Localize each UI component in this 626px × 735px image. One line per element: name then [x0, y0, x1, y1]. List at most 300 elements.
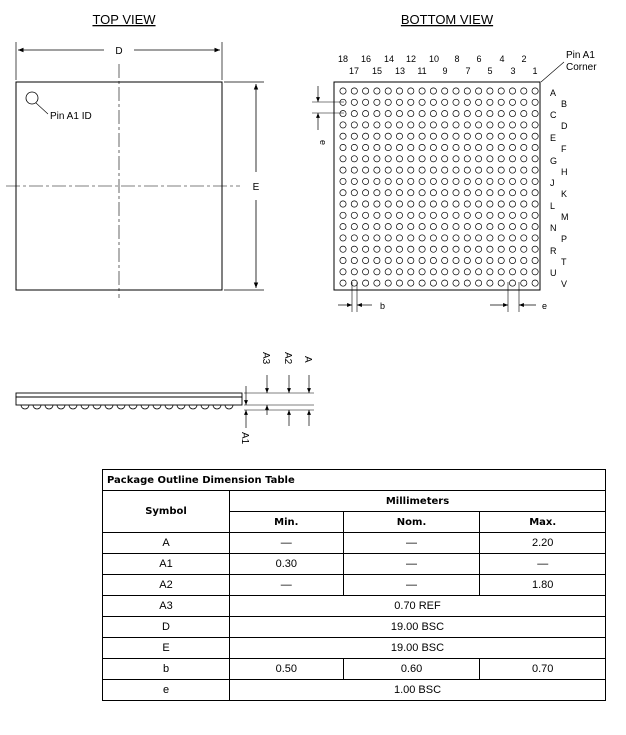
table-row [103, 617, 606, 638]
row-label-h: H [561, 167, 568, 177]
solder-ball [476, 178, 482, 184]
solder-ball [498, 144, 504, 150]
col-label-5: 5 [487, 66, 493, 76]
col-label-10: 10 [428, 54, 440, 64]
solder-ball [487, 190, 493, 196]
solder-ball [374, 99, 380, 105]
bottom-view [312, 12, 597, 312]
solder-ball [442, 212, 448, 218]
a2-label: A2 [282, 352, 293, 365]
solder-ball [521, 246, 527, 252]
solder-ball [487, 201, 493, 207]
max-cell: 2.20 [480, 533, 606, 554]
solder-ball [385, 190, 391, 196]
row-label-u: U [550, 268, 557, 278]
solder-ball [464, 269, 470, 275]
solder-ball [532, 269, 538, 275]
col-label-7: 7 [465, 66, 471, 76]
solder-ball [363, 269, 369, 275]
row-label-e: E [550, 133, 557, 143]
column-labels-bottom [349, 66, 538, 76]
solder-ball [363, 144, 369, 150]
side-view-ball [177, 405, 185, 409]
solder-ball [442, 224, 448, 230]
solder-ball [509, 178, 515, 184]
solder-ball [430, 224, 436, 230]
solder-ball [396, 167, 402, 173]
pin-a1-id-marker [26, 92, 38, 104]
col-label-11: 11 [417, 66, 427, 76]
solder-ball [521, 269, 527, 275]
a1-label: A1 [239, 432, 250, 445]
solder-ball [363, 133, 369, 139]
solder-ball [408, 246, 414, 252]
solder-ball [442, 88, 448, 94]
symbol-cell: D [103, 617, 230, 638]
solder-ball [419, 257, 425, 263]
max-cell: 1.80 [480, 575, 606, 596]
solder-ball [509, 257, 515, 263]
col-label-4: 4 [499, 54, 505, 64]
solder-ball [385, 111, 391, 117]
solder-ball [408, 111, 414, 117]
solder-ball [374, 212, 380, 218]
solder-ball [476, 201, 482, 207]
solder-ball [430, 99, 436, 105]
col-label-9: 9 [442, 66, 448, 76]
symbol-cell: A3 [103, 596, 230, 617]
solder-ball [396, 190, 402, 196]
side-view [16, 352, 314, 445]
table-header-row-1 [103, 491, 606, 512]
row-label-v: V [561, 279, 568, 289]
solder-ball [498, 167, 504, 173]
top-view [6, 12, 264, 298]
solder-ball [487, 167, 493, 173]
solder-ball [442, 99, 448, 105]
solder-ball [385, 144, 391, 150]
solder-ball [430, 156, 436, 162]
solder-ball [374, 178, 380, 184]
solder-ball [408, 269, 414, 275]
solder-ball [532, 212, 538, 218]
solder-ball [385, 88, 391, 94]
col-label-18: 18 [337, 54, 349, 64]
solder-ball [385, 280, 391, 286]
solder-ball [351, 257, 357, 263]
solder-ball [351, 212, 357, 218]
solder-ball [487, 212, 493, 218]
solder-ball [532, 246, 538, 252]
solder-ball [487, 235, 493, 241]
solder-ball [532, 122, 538, 128]
solder-ball [498, 156, 504, 162]
solder-ball [385, 122, 391, 128]
solder-ball [374, 201, 380, 207]
solder-ball [453, 144, 459, 150]
solder-ball [374, 224, 380, 230]
solder-ball [340, 167, 346, 173]
solder-ball [363, 111, 369, 117]
solder-ball [396, 144, 402, 150]
solder-ball [521, 190, 527, 196]
spanned-value-cell: 1.00 BSC [230, 680, 606, 701]
solder-ball [419, 144, 425, 150]
symbol-header: Symbol [103, 491, 230, 533]
solder-ball [464, 156, 470, 162]
solder-ball [521, 224, 527, 230]
solder-ball [385, 133, 391, 139]
solder-ball [442, 167, 448, 173]
side-view-ball [225, 405, 233, 409]
solder-ball [532, 178, 538, 184]
solder-ball [442, 122, 448, 128]
solder-ball [340, 133, 346, 139]
row-label-a: A [550, 88, 557, 98]
solder-ball [396, 133, 402, 139]
solder-ball [464, 201, 470, 207]
solder-ball [419, 156, 425, 162]
solder-ball [396, 111, 402, 117]
solder-ball [442, 257, 448, 263]
solder-ball [419, 235, 425, 241]
solder-ball [385, 201, 391, 207]
solder-ball [521, 257, 527, 263]
solder-ball [385, 257, 391, 263]
solder-ball [351, 224, 357, 230]
solder-ball [430, 111, 436, 117]
nom-cell: — [343, 533, 480, 554]
solder-ball [419, 201, 425, 207]
row-label-g: G [550, 156, 558, 166]
ball-diameter-b-label: b [380, 301, 386, 311]
solder-ball [532, 167, 538, 173]
solder-ball [442, 156, 448, 162]
solder-ball [408, 178, 414, 184]
solder-ball [476, 246, 482, 252]
solder-ball [374, 280, 380, 286]
solder-ball [408, 201, 414, 207]
solder-ball [351, 235, 357, 241]
solder-ball [442, 235, 448, 241]
solder-ball [396, 235, 402, 241]
pin-a1-corner-label-1: Pin A1 [566, 50, 595, 61]
row-label-f: F [561, 144, 567, 154]
solder-ball [521, 144, 527, 150]
solder-ball [509, 167, 515, 173]
solder-ball [385, 156, 391, 162]
solder-ball [487, 280, 493, 286]
side-view-ball [189, 405, 197, 409]
solder-ball [385, 167, 391, 173]
solder-ball [385, 269, 391, 275]
solder-ball [396, 88, 402, 94]
solder-ball [509, 235, 515, 241]
solder-ball [408, 167, 414, 173]
solder-ball [374, 133, 380, 139]
a-label: A [302, 356, 313, 363]
solder-ball [509, 122, 515, 128]
solder-ball [340, 190, 346, 196]
solder-ball [453, 167, 459, 173]
solder-ball [532, 88, 538, 94]
solder-ball [476, 88, 482, 94]
solder-ball [340, 224, 346, 230]
col-label-1: 1 [532, 66, 538, 76]
solder-ball [487, 99, 493, 105]
side-view-ball [213, 405, 221, 409]
table-caption: Package Outline Dimension Table [103, 470, 606, 491]
spanned-value-cell: 0.70 REF [230, 596, 606, 617]
solder-ball [363, 235, 369, 241]
solder-ball [430, 246, 436, 252]
col-label-3: 3 [510, 66, 516, 76]
solder-ball [498, 280, 504, 286]
side-view-ball [105, 405, 113, 409]
solder-ball [408, 88, 414, 94]
solder-ball [419, 111, 425, 117]
solder-ball [396, 178, 402, 184]
solder-ball [430, 212, 436, 218]
min-header: Min. [230, 512, 344, 533]
solder-ball [408, 190, 414, 196]
side-view-ball [93, 405, 101, 409]
solder-ball [453, 280, 459, 286]
solder-ball [363, 99, 369, 105]
solder-ball [453, 122, 459, 128]
solder-ball [363, 156, 369, 162]
solder-ball [385, 99, 391, 105]
solder-ball [487, 111, 493, 117]
solder-ball [476, 224, 482, 230]
solder-ball [351, 122, 357, 128]
solder-ball [408, 122, 414, 128]
solder-ball [453, 178, 459, 184]
solder-ball [351, 88, 357, 94]
side-view-ball [201, 405, 209, 409]
solder-ball [396, 280, 402, 286]
solder-ball [363, 167, 369, 173]
solder-ball [396, 257, 402, 263]
table-row [103, 680, 606, 701]
side-view-ball [117, 405, 125, 409]
col-label-16: 16 [360, 54, 372, 64]
solder-ball [408, 156, 414, 162]
solder-ball [476, 167, 482, 173]
solder-ball [351, 133, 357, 139]
solder-ball [476, 257, 482, 263]
solder-ball [340, 111, 346, 117]
solder-ball [509, 201, 515, 207]
solder-ball [487, 257, 493, 263]
solder-ball [476, 122, 482, 128]
solder-ball [521, 111, 527, 117]
solder-ball [453, 88, 459, 94]
symbol-cell: b [103, 659, 230, 680]
side-view-ball [153, 405, 161, 409]
solder-ball [340, 156, 346, 162]
column-labels-top [338, 54, 527, 64]
solder-ball [521, 280, 527, 286]
solder-ball [464, 144, 470, 150]
solder-ball [509, 144, 515, 150]
solder-ball [509, 88, 515, 94]
solder-ball [442, 269, 448, 275]
solder-ball [385, 178, 391, 184]
solder-ball [396, 212, 402, 218]
row-label-l: L [550, 201, 556, 211]
solder-ball [509, 99, 515, 105]
solder-ball [374, 269, 380, 275]
solder-ball [498, 246, 504, 252]
solder-ball [419, 88, 425, 94]
solder-ball [419, 246, 425, 252]
spanned-value-cell: 19.00 BSC [230, 638, 606, 659]
solder-ball [532, 111, 538, 117]
side-view-ball [165, 405, 173, 409]
solder-ball [498, 111, 504, 117]
col-label-8: 8 [454, 54, 460, 64]
solder-ball [340, 235, 346, 241]
row-labels-left [550, 88, 557, 278]
solder-ball [396, 156, 402, 162]
solder-ball [374, 235, 380, 241]
solder-ball [340, 178, 346, 184]
solder-ball [532, 235, 538, 241]
solder-ball [374, 144, 380, 150]
solder-ball [498, 190, 504, 196]
solder-ball [430, 144, 436, 150]
solder-ball [487, 246, 493, 252]
solder-ball [521, 167, 527, 173]
col-label-17: 17 [348, 66, 360, 76]
solder-ball [453, 99, 459, 105]
solder-ball [453, 257, 459, 263]
max-header: Max. [480, 512, 606, 533]
side-view-ball [69, 405, 77, 409]
table-row [103, 596, 606, 617]
symbol-cell: A1 [103, 554, 230, 575]
solder-ball [453, 235, 459, 241]
solder-ball [430, 257, 436, 263]
solder-ball [487, 122, 493, 128]
solder-ball [476, 235, 482, 241]
solder-ball [363, 280, 369, 286]
solder-ball [476, 156, 482, 162]
solder-ball [532, 224, 538, 230]
solder-ball [521, 133, 527, 139]
solder-ball [340, 280, 346, 286]
row-label-t: T [561, 257, 567, 267]
side-view-ball [57, 405, 65, 409]
col-label-13: 13 [394, 66, 406, 76]
solder-ball [385, 235, 391, 241]
solder-ball [476, 212, 482, 218]
solder-ball [340, 257, 346, 263]
solder-ball [521, 122, 527, 128]
solder-ball [476, 99, 482, 105]
solder-ball [487, 133, 493, 139]
table-row [103, 575, 606, 596]
solder-ball [408, 280, 414, 286]
solder-ball [351, 190, 357, 196]
solder-ball [464, 190, 470, 196]
solder-ball [351, 167, 357, 173]
solder-ball [532, 280, 538, 286]
top-view-d-label: D [115, 46, 123, 57]
solder-ball [430, 201, 436, 207]
solder-ball [442, 280, 448, 286]
solder-ball [509, 212, 515, 218]
solder-ball [442, 190, 448, 196]
solder-ball [532, 257, 538, 263]
solder-ball [396, 99, 402, 105]
solder-ball [408, 224, 414, 230]
solder-ball [464, 88, 470, 94]
solder-ball [351, 111, 357, 117]
solder-ball [374, 88, 380, 94]
solder-ball [487, 88, 493, 94]
solder-ball [498, 178, 504, 184]
nom-header: Nom. [343, 512, 480, 533]
row-labels-right [561, 99, 569, 289]
row-label-b: B [561, 99, 568, 109]
solder-ball [509, 133, 515, 139]
solder-ball [498, 133, 504, 139]
row-label-j: J [550, 178, 555, 188]
solder-ball [351, 246, 357, 252]
solder-ball [453, 224, 459, 230]
min-cell: — [230, 533, 344, 554]
pin-a1-corner-label-2: Corner [566, 62, 597, 73]
solder-ball [419, 224, 425, 230]
solder-ball [521, 99, 527, 105]
solder-ball [430, 280, 436, 286]
solder-ball [498, 212, 504, 218]
min-cell: 0.30 [230, 554, 344, 575]
solder-ball [442, 133, 448, 139]
solder-ball [374, 167, 380, 173]
millimeters-header: Millimeters [230, 491, 606, 512]
symbol-cell: E [103, 638, 230, 659]
row-label-n: N [550, 223, 557, 233]
solder-ball [408, 144, 414, 150]
solder-ball [509, 156, 515, 162]
solder-ball [476, 111, 482, 117]
solder-ball [453, 269, 459, 275]
solder-ball [453, 133, 459, 139]
col-label-2: 2 [521, 54, 527, 64]
solder-ball [374, 246, 380, 252]
nom-cell: 0.60 [343, 659, 480, 680]
solder-ball [363, 122, 369, 128]
solder-ball [340, 99, 346, 105]
solder-ball [476, 133, 482, 139]
solder-ball [396, 122, 402, 128]
solder-ball [532, 133, 538, 139]
solder-ball [419, 269, 425, 275]
solder-ball [340, 144, 346, 150]
col-label-14: 14 [383, 54, 395, 64]
side-view-ball [129, 405, 137, 409]
row-label-m: M [561, 212, 569, 222]
side-view-ball [81, 405, 89, 409]
solder-ball [476, 269, 482, 275]
solder-ball [487, 144, 493, 150]
solder-ball [419, 99, 425, 105]
solder-ball [487, 156, 493, 162]
package-outline-dimension-table [102, 469, 606, 701]
